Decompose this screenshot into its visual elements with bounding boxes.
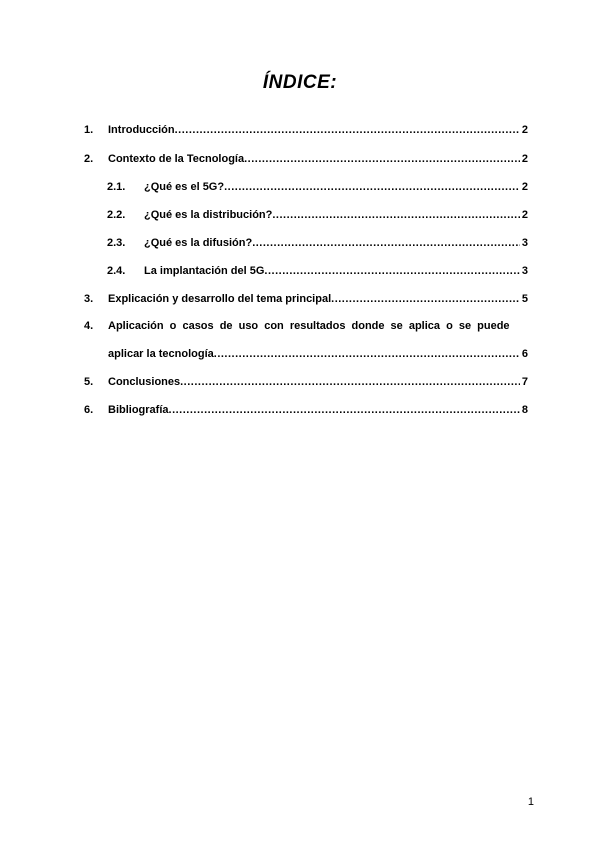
toc-entry-number: 2. bbox=[84, 153, 94, 165]
toc-leader-dots bbox=[244, 153, 520, 165]
toc-leader-dots bbox=[180, 376, 520, 388]
toc-entry[interactable] bbox=[107, 181, 528, 193]
toc-entry-number: 3. bbox=[84, 293, 94, 305]
toc-entry-number: 1. bbox=[84, 124, 94, 136]
toc-entry[interactable] bbox=[84, 376, 528, 388]
toc-leader-dots bbox=[214, 348, 520, 360]
toc-entry-page: 5 bbox=[521, 293, 528, 305]
toc-entry-label: Contexto de la Tecnología bbox=[108, 153, 245, 165]
page-number: 1 bbox=[527, 796, 534, 808]
toc-entry-number: 4. bbox=[84, 320, 94, 332]
toc-entry-page: 2 bbox=[521, 209, 528, 221]
toc-entry-page: 3 bbox=[521, 265, 528, 277]
toc-entry-number: 2.3. bbox=[107, 237, 126, 249]
toc-entry-label: Explicación y desarrollo del tema principal bbox=[108, 293, 332, 305]
toc-entry-label: aplicar la tecnología bbox=[108, 348, 214, 360]
toc-entry-page: 2 bbox=[521, 124, 528, 136]
toc-entry-page: 6 bbox=[521, 348, 528, 360]
toc-entry[interactable] bbox=[107, 237, 528, 249]
toc-entry[interactable] bbox=[84, 153, 528, 165]
toc-entry-page: 7 bbox=[521, 376, 528, 388]
toc-entry-number: 2.1. bbox=[107, 181, 126, 193]
toc-entry-continuation[interactable] bbox=[108, 348, 528, 360]
toc-entry-page: 2 bbox=[521, 181, 528, 193]
toc-entry-number: 6. bbox=[84, 404, 94, 416]
toc-leader-dots bbox=[252, 237, 520, 249]
toc-entry-label: Introducción bbox=[108, 124, 175, 136]
toc-entry[interactable] bbox=[84, 320, 528, 332]
toc-entry-label: Aplicación o casos de uso con resultados donde se aplica o se puede bbox=[108, 320, 510, 332]
toc-entry[interactable] bbox=[107, 265, 528, 277]
toc-leader-dots bbox=[224, 181, 520, 193]
toc-leader-dots bbox=[331, 293, 520, 305]
toc-entry[interactable] bbox=[84, 293, 528, 305]
toc-entry-label: Bibliografía bbox=[108, 404, 169, 416]
toc-entry-label: Conclusiones bbox=[108, 376, 181, 388]
toc-entry[interactable] bbox=[107, 209, 528, 221]
toc-leader-dots bbox=[175, 124, 520, 136]
toc-entry-page: 2 bbox=[521, 153, 528, 165]
toc-entry-number: 2.4. bbox=[107, 265, 126, 277]
toc-entry-label: ¿Qué es la distribución? bbox=[144, 209, 273, 221]
page-title: ÍNDICE: bbox=[262, 72, 338, 93]
toc-entry-page: 3 bbox=[521, 237, 528, 249]
toc-leader-dots bbox=[169, 404, 520, 416]
toc-leader-dots bbox=[272, 209, 520, 221]
toc-entry-page: 8 bbox=[521, 404, 528, 416]
toc-leader-dots bbox=[264, 265, 519, 277]
toc-entry[interactable] bbox=[84, 404, 528, 416]
toc-entry[interactable] bbox=[84, 124, 528, 136]
toc-entry-label: La implantación del 5G bbox=[144, 265, 265, 277]
toc-entry-number: 5. bbox=[84, 376, 94, 388]
toc-entry-label: ¿Qué es el 5G? bbox=[144, 181, 225, 193]
toc-entry-number: 2.2. bbox=[107, 209, 126, 221]
toc-entry-label: ¿Qué es la difusión? bbox=[144, 237, 253, 249]
